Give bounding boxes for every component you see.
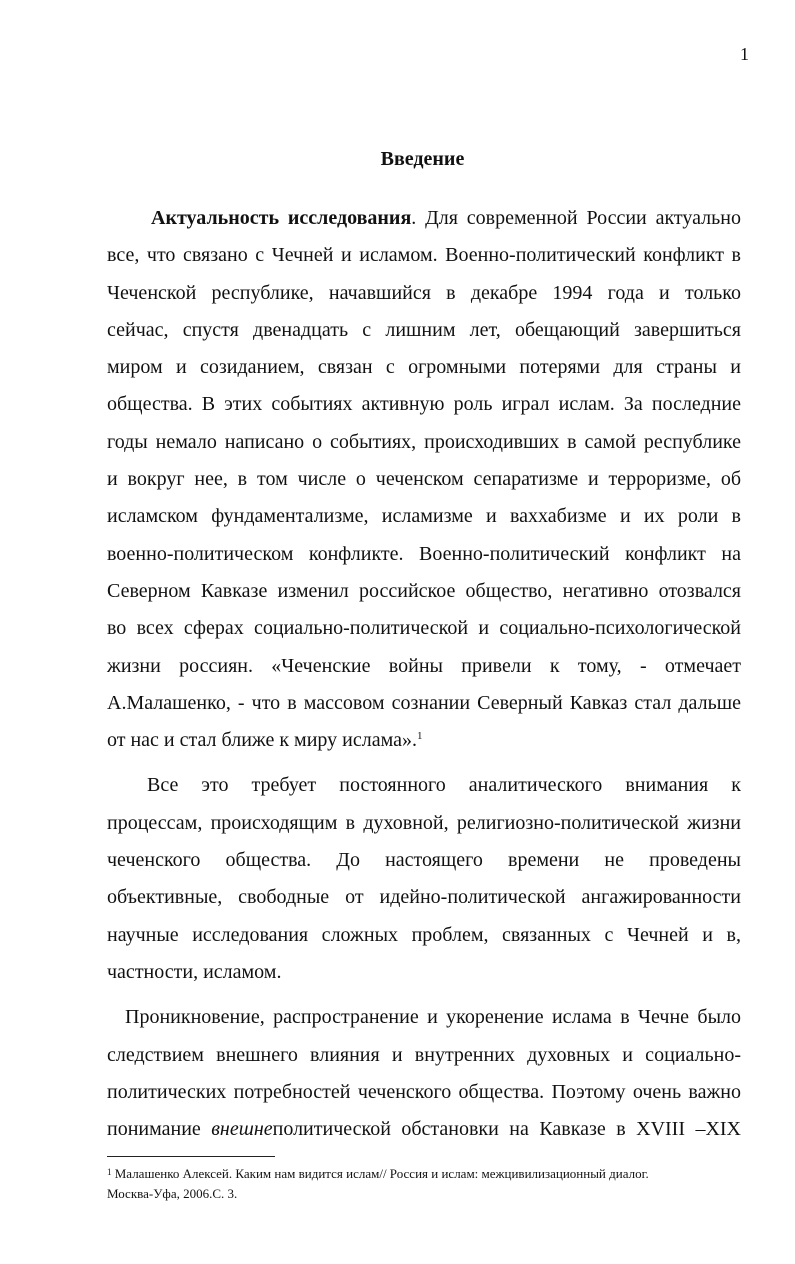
text-line: частности, исламом. [107, 960, 282, 983]
text-line: жизни россиян. «Чеченские войны привели к тому, - отмечает [107, 654, 741, 677]
text-line: военно-политическом конфликте. Военно-политический конфликт на [107, 542, 741, 565]
lead-phrase: Актуальность исследования [151, 207, 412, 229]
text-line: Все это требует постоянного аналитического внимания к [147, 774, 741, 797]
text-line: политических потребностей чеченского общества. Поэтому очень важно [107, 1080, 741, 1103]
text-line: понимание внешнеполитической обстановки на Кавказе в XVIII –XIX [107, 1118, 741, 1141]
text-line: во всех сферах социально-политической и социально-психологической [107, 617, 741, 640]
emphasis: внешне [211, 1118, 273, 1141]
text-line: сейчас, спустя двенадцать с лишним лет, обещающий завершиться [107, 318, 741, 341]
text-line: миром и созиданием, связан с огромными потерями для страны и [107, 356, 741, 379]
footnote-marker: 1 [107, 1167, 112, 1177]
text-line: чеченского общества. До настоящего времени не проведены [107, 849, 741, 872]
paragraph-penetration [107, 999, 741, 1148]
text-line: Северном Кавказе изменил российское общество, негативно отозвался [107, 579, 741, 602]
text-line: А.Малашенко, - что в массовом сознании Северный Кавказ стал дальше [107, 691, 741, 714]
text-line: Актуальность исследования. Для современной России актуально [151, 207, 741, 229]
paragraph-relevance [107, 200, 741, 759]
text-line: и вокруг нее, в том числе о чеченском сепаратизме и терроризме, об [107, 468, 741, 491]
footnote-divider [107, 1156, 275, 1157]
body-text [107, 200, 741, 1148]
text-line: общества. В этих событиях активную роль играл ислам. За последние [107, 393, 741, 416]
text-line: Проникновение, распространение и укоренение ислама в Чечне было [125, 1006, 741, 1029]
page-title: Введение [380, 148, 465, 170]
text-line: следствием внешнего влияния и внутренних духовных и социально- [107, 1043, 741, 1066]
text-line: от нас и стал ближе к миру ислама».$^1$ [107, 729, 423, 752]
footnote-reference[interactable]: 1 [416, 730, 423, 743]
text-line: Чеченской республике, начавшийся в декабре 1994 года и только [107, 281, 741, 304]
footnote [107, 1164, 747, 1204]
footnote-line: Москва-Уфа, 2006.С. 3. [107, 1186, 238, 1201]
text-line: процессам, происходящим в духовной, религиозно-политической жизни [107, 811, 741, 834]
footnote-line: $^1$ Малашенко Алексей. Каким нам видится ислам// Россия и ислам: межцивилизационный диалог. [107, 1166, 649, 1181]
text-line: научные исследования сложных проблем, связанных с Чечней и в, [107, 923, 741, 946]
text-line: объективные, свободные от идейно-политической ангажированности [107, 886, 741, 909]
text-line: годы немало написано о событиях, происходивших в самой республике [107, 430, 741, 453]
text-line: все, что связано с Чечней и исламом. Военно-политический конфликт в [107, 244, 741, 267]
page-number: 1 [740, 44, 749, 64]
text-line: исламском фундаментализме, исламизме и ваххабизме и их роли в [107, 505, 741, 528]
paragraph-analysis [107, 767, 741, 991]
